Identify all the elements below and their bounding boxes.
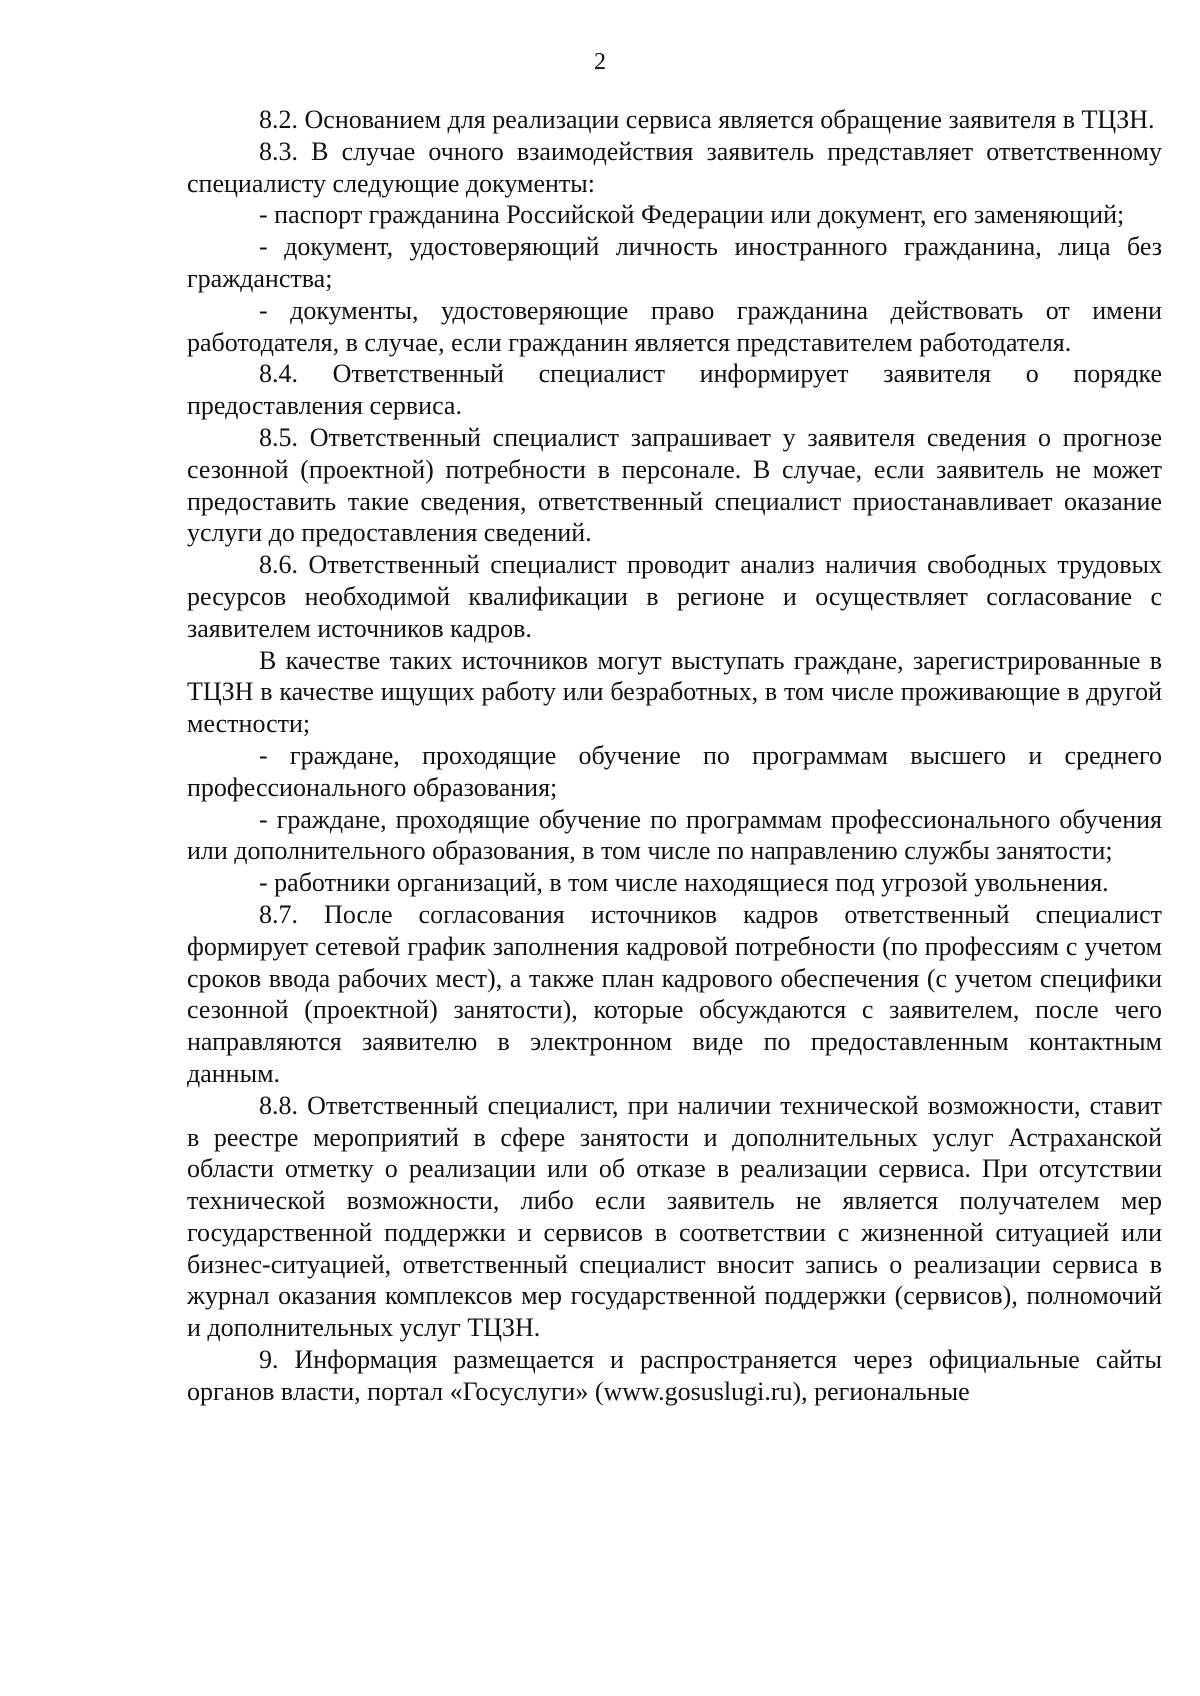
paragraph-9: 9. Информация размещается и распространяется через официальные сайты органов власти, портал «Госуслуги» (www.gosuslugi.ru), региональные	[187, 1345, 1162, 1406]
paragraph-8-4: 8.4. Ответственный специалист информирует заявителя о порядке предоставления сервиса.	[187, 359, 1162, 421]
paragraph-8-5: 8.5. Ответственный специалист запрашивает у заявителя сведения о прогнозе сезонной (проектной) потребности в персонале. В случае, если заявитель не может предоставить такие сведения, ответственный специалист приостанавливает оказание услуги до предоставления сведений.	[187, 422, 1162, 548]
paragraph-8-8: 8.8. Ответственный специалист, при наличии технической возможности, ставит в реестре мероприятий в сфере занятости и дополнительных услуг Астраханской области отметку о реализации или об отказе в реализации сервиса. При отсутствии технической возможности, либо если заявитель не является получателем мер государственной поддержки и сервисов в соответствии с жизненной ситуацией или бизнес-ситуацией, ответственный специалист вносит запись о реализации сервиса в журнал оказания комплексов мер государственной поддержки (сервисов), полномочий и дополнительных услуг ТЦЗН.	[187, 1090, 1162, 1343]
paragraph-8-3: 8.3. В случае очного взаимодействия заявитель представляет ответственному специалисту следующие документы:	[187, 136, 1162, 198]
list-item-employees: - работники организаций, в том числе находящиеся под угрозой увольнения.	[259, 868, 1109, 898]
list-item-authority-docs: - документы, удостоверяющие право гражданина действовать от имени работодателя, в случае, если гражданин является представителем работодателя.	[187, 295, 1162, 357]
document-body	[187, 104, 1162, 1408]
paragraph-8-7: 8.7. После согласования источников кадров ответственный специалист формирует сетевой график заполнения кадровой потребности (по профессиям с учетом сроков ввода рабочих мест), а также план кадрового обеспечения (с учетом специфики сезонной (проектной) занятости), которые обсуждаются с заявителем, после чего направляются заявителю в электронном виде по предоставленным контактным данным.	[187, 899, 1162, 1088]
page-number: 2	[594, 49, 606, 75]
list-item-foreign-id: - документ, удостоверяющий личность иностранного гражданина, лица без гражданства;	[187, 232, 1162, 293]
paragraph-8-6: 8.6. Ответственный специалист проводит анализ наличия свободных трудовых ресурсов необходимой квалификации в регионе и осуществляет согласование с заявителем источников кадров.	[187, 550, 1162, 643]
list-item-passport: - паспорт гражданина Российской Федерации или документ, его заменяющий;	[259, 200, 1125, 230]
list-item-vocational-training: - граждане, проходящие обучение по программам профессионального обучения или дополнительного образования, в том числе по направлению службы занятости;	[187, 804, 1162, 866]
paragraph-sources: В качестве таких источников могут выступать граждане, зарегистрированные в ТЦЗН в качестве ищущих работу или безработных, в том числе проживающие в другой местности;	[187, 645, 1162, 739]
list-item-higher-education: - граждане, проходящие обучение по программам высшего и среднего профессионального образования;	[187, 740, 1162, 802]
paragraph-8-2: 8.2. Основанием для реализации сервиса является обращение заявителя в ТЦЗН.	[259, 105, 1155, 134]
